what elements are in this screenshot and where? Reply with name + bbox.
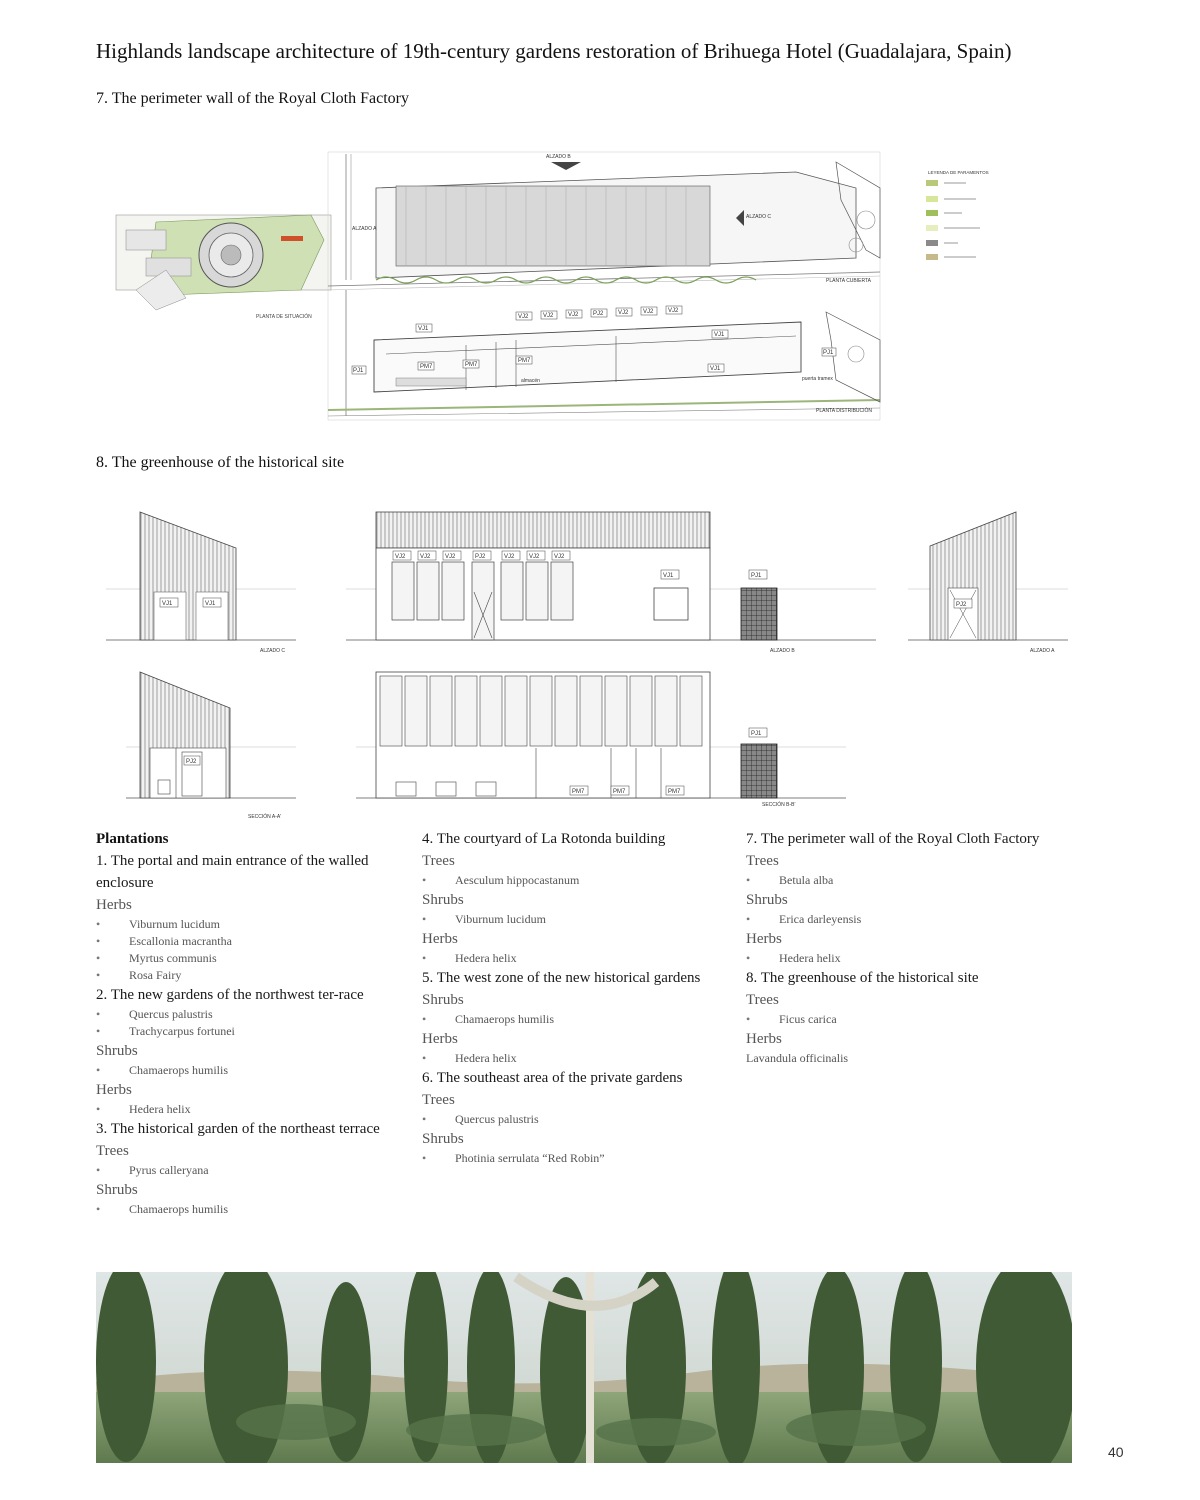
- alzado-c-label: ALZADO C: [746, 214, 772, 220]
- plant-list: [422, 1050, 742, 1067]
- plant-list: [746, 911, 1046, 928]
- list-item: • Hedera helix: [422, 1050, 742, 1067]
- list-item: • Myrtus communis: [96, 950, 386, 967]
- tag-vj2-b: VJ2: [543, 313, 554, 319]
- list-item: • Erica darleyensis: [746, 911, 1046, 928]
- tag-pj1: PJ1: [751, 573, 762, 579]
- trees-label: Trees: [746, 992, 779, 1008]
- tag-vj1-left-a: VJ1: [162, 601, 173, 607]
- garden-photo: [96, 1272, 1072, 1463]
- list-item: • Hedera helix: [96, 1101, 386, 1118]
- tag-vj2: VJ2: [504, 554, 515, 560]
- legend-swatch: [926, 180, 938, 186]
- herbs-label: Herbs: [96, 897, 132, 913]
- tag-vj1-b: VJ1: [714, 332, 725, 338]
- tag-pm7-a: PM7: [420, 364, 433, 370]
- perimeter-wall-drawings: [96, 140, 1036, 430]
- plant-list: [746, 1011, 1046, 1028]
- list-item: • Chamaerops humilis: [422, 1011, 742, 1028]
- plantations-column-2: [422, 828, 742, 1167]
- shrubs-label: Shrubs: [422, 992, 464, 1008]
- section-8-heading: 8. The greenhouse of the historical site: [96, 454, 345, 471]
- tag-vj2: VJ2: [529, 554, 540, 560]
- section-bb-tags: [570, 786, 684, 795]
- tag-vj2: VJ2: [395, 554, 406, 560]
- plant-list: [422, 1011, 742, 1028]
- legend-swatch: [926, 225, 938, 231]
- wall-legend: [926, 170, 989, 260]
- tag-pj2-section: PJ2: [186, 759, 197, 765]
- list-item: • Rosa Fairy: [96, 967, 386, 984]
- tag-vj2-d: VJ2: [618, 310, 629, 316]
- plant-list: [96, 1101, 386, 1118]
- tag-pm7-c: PM7: [518, 358, 531, 364]
- herbs-label: Herbs: [746, 931, 782, 947]
- list-item: • Hedera helix: [422, 950, 742, 967]
- tag-pm7: PM7: [613, 789, 626, 795]
- plant-list: [422, 1111, 742, 1128]
- tag-pj1-section: PJ1: [751, 731, 762, 737]
- tag-vj2: VJ2: [445, 554, 456, 560]
- list-item: • Betula alba: [746, 872, 1046, 889]
- list-item: • Ficus carica: [746, 1011, 1046, 1028]
- alzado-a-label: ALZADO A: [352, 226, 377, 232]
- plant-list: [96, 1201, 386, 1218]
- seccion-bb-label: SECCIÓN B-B': [762, 802, 796, 808]
- tag-vj2: VJ2: [554, 554, 565, 560]
- shrubs-label: Shrubs: [422, 892, 464, 908]
- plant-list: [746, 950, 1046, 967]
- list-item: • Quercus palustris: [422, 1111, 742, 1128]
- legend-swatch: [926, 196, 938, 202]
- tag-vj1-left-b: VJ1: [205, 601, 216, 607]
- tag-vj2-e: VJ2: [643, 309, 654, 315]
- plantation-1-title: 1. The portal and main entrance of the walled enclosure: [96, 853, 369, 891]
- plant-list: [96, 916, 386, 984]
- alzado-a-label: ALZADO A: [1030, 648, 1055, 654]
- alzado-b-label: ALZADO B: [546, 154, 571, 160]
- tag-vj2: VJ2: [420, 554, 431, 560]
- plant-list: [422, 950, 742, 967]
- list-item: • Photinia serrulata “Red Robin”: [422, 1150, 742, 1167]
- alzado-b-label: ALZADO B: [770, 648, 795, 654]
- list-item: • Quercus palustris: [96, 1006, 386, 1023]
- plant-list: [422, 911, 742, 928]
- tag-pj1-a: PJ1: [353, 368, 364, 374]
- legend-swatch: [926, 210, 938, 216]
- section-bb: [376, 672, 777, 798]
- tag-vj1: VJ1: [663, 573, 674, 579]
- plant-list: [96, 1162, 386, 1179]
- plantation-3-title: 3. The historical garden of the northeast terrace: [96, 1121, 380, 1137]
- plant-list: [96, 1006, 386, 1040]
- list-item: • Chamaerops humilis: [96, 1062, 386, 1079]
- tag-pm7: PM7: [572, 789, 585, 795]
- alzado-c-label: ALZADO C: [260, 648, 286, 654]
- tag-vj2-c: VJ2: [568, 312, 579, 318]
- section-7-heading: 7. The perimeter wall of the Royal Cloth Factory: [96, 90, 409, 107]
- herbs-label: Herbs: [746, 1031, 782, 1047]
- plantations-heading: Plantations: [96, 831, 169, 847]
- plant-list: [746, 872, 1046, 889]
- herbs-label: Herbs: [422, 931, 458, 947]
- shrubs-label: Shrubs: [96, 1182, 138, 1198]
- plant-list: [96, 1062, 386, 1079]
- herbs-text: Lavandula officinalis: [746, 1051, 849, 1065]
- plant-list: [422, 1150, 742, 1167]
- list-item: • Pyrus calleryana: [96, 1162, 386, 1179]
- tag-vj1-c: VJ1: [710, 366, 721, 372]
- tag-vj2-f: VJ2: [668, 308, 679, 314]
- plantations-column-3: [746, 828, 1046, 1067]
- tag-pm7: PM7: [668, 789, 681, 795]
- seccion-aa-label: SECCIÓN A-A': [248, 814, 282, 820]
- plantation-7-title: 7. The perimeter wall of the Royal Cloth Factory: [746, 831, 1040, 847]
- trees-label: Trees: [422, 1092, 455, 1108]
- plantation-4-title: 4. The courtyard of La Rotonda building: [422, 831, 666, 847]
- list-item: • Escallonia macrantha: [96, 933, 386, 950]
- list-item: • Aesculum hippocastanum: [422, 872, 742, 889]
- planta-cubierta-label: PLANTA CUBIERTA: [826, 278, 872, 284]
- section-aa: [140, 672, 230, 798]
- tag-pm7-b: PM7: [465, 362, 478, 368]
- tag-pj1-b: PJ1: [823, 350, 834, 356]
- list-item: • Hedera helix: [746, 950, 1046, 967]
- list-item: • Trachycarpus fortunei: [96, 1023, 386, 1040]
- plantations-column-1: [96, 828, 386, 1218]
- legend-swatch: [926, 254, 938, 260]
- list-item: • Viburnum lucidum: [422, 911, 742, 928]
- herbs-label: Herbs: [96, 1082, 132, 1098]
- legend-title: LEYENDA DE PARAMENTOS: [928, 170, 989, 175]
- shrubs-label: Shrubs: [746, 892, 788, 908]
- elevation-a: [930, 512, 1016, 640]
- tag-pj2-right: PJ2: [956, 602, 967, 608]
- puerta-tramex-label: puerta tramex: [802, 376, 833, 382]
- legend-swatch: [926, 240, 938, 246]
- list-item: • Viburnum lucidum: [96, 916, 386, 933]
- elevation-b: [376, 512, 777, 640]
- tag-vj2-a: VJ2: [518, 314, 529, 320]
- trees-label: Trees: [746, 853, 779, 869]
- planta-distribucion-label: PLANTA DISTRIBUCIÓN: [816, 408, 873, 414]
- herbs-label: Herbs: [422, 1031, 458, 1047]
- almacen-label: almacén: [521, 378, 540, 384]
- planta-situacion-label: PLANTA DE SITUACIÓN: [256, 314, 312, 320]
- tag-pj2: PJ2: [593, 311, 604, 317]
- tag-vj1-a: VJ1: [418, 326, 429, 332]
- greenhouse-drawings: [96, 500, 1086, 825]
- plant-list: [422, 872, 742, 889]
- trees-label: Trees: [96, 1143, 129, 1159]
- elevation-c: [140, 512, 236, 640]
- trees-label: Trees: [422, 853, 455, 869]
- list-item: • Chamaerops humilis: [96, 1201, 386, 1218]
- shrubs-label: Shrubs: [96, 1043, 138, 1059]
- plantation-2-title: 2. The new gardens of the northwest ter-race: [96, 987, 364, 1003]
- plantation-6-title: 6. The southeast area of the private gardens: [422, 1070, 683, 1086]
- tag-pj2: PJ2: [475, 554, 486, 560]
- page-title: Highlands landscape architecture of 19th-century gardens restoration of Brihuega Hotel (Guadalajara, Spain): [96, 39, 1012, 63]
- shrubs-label: Shrubs: [422, 1131, 464, 1147]
- plantation-5-title: 5. The west zone of the new historical gardens: [422, 970, 701, 986]
- page-number: 40: [1108, 1444, 1124, 1460]
- site-plan: [116, 215, 331, 310]
- plantation-8-title: 8. The greenhouse of the historical site: [746, 970, 979, 986]
